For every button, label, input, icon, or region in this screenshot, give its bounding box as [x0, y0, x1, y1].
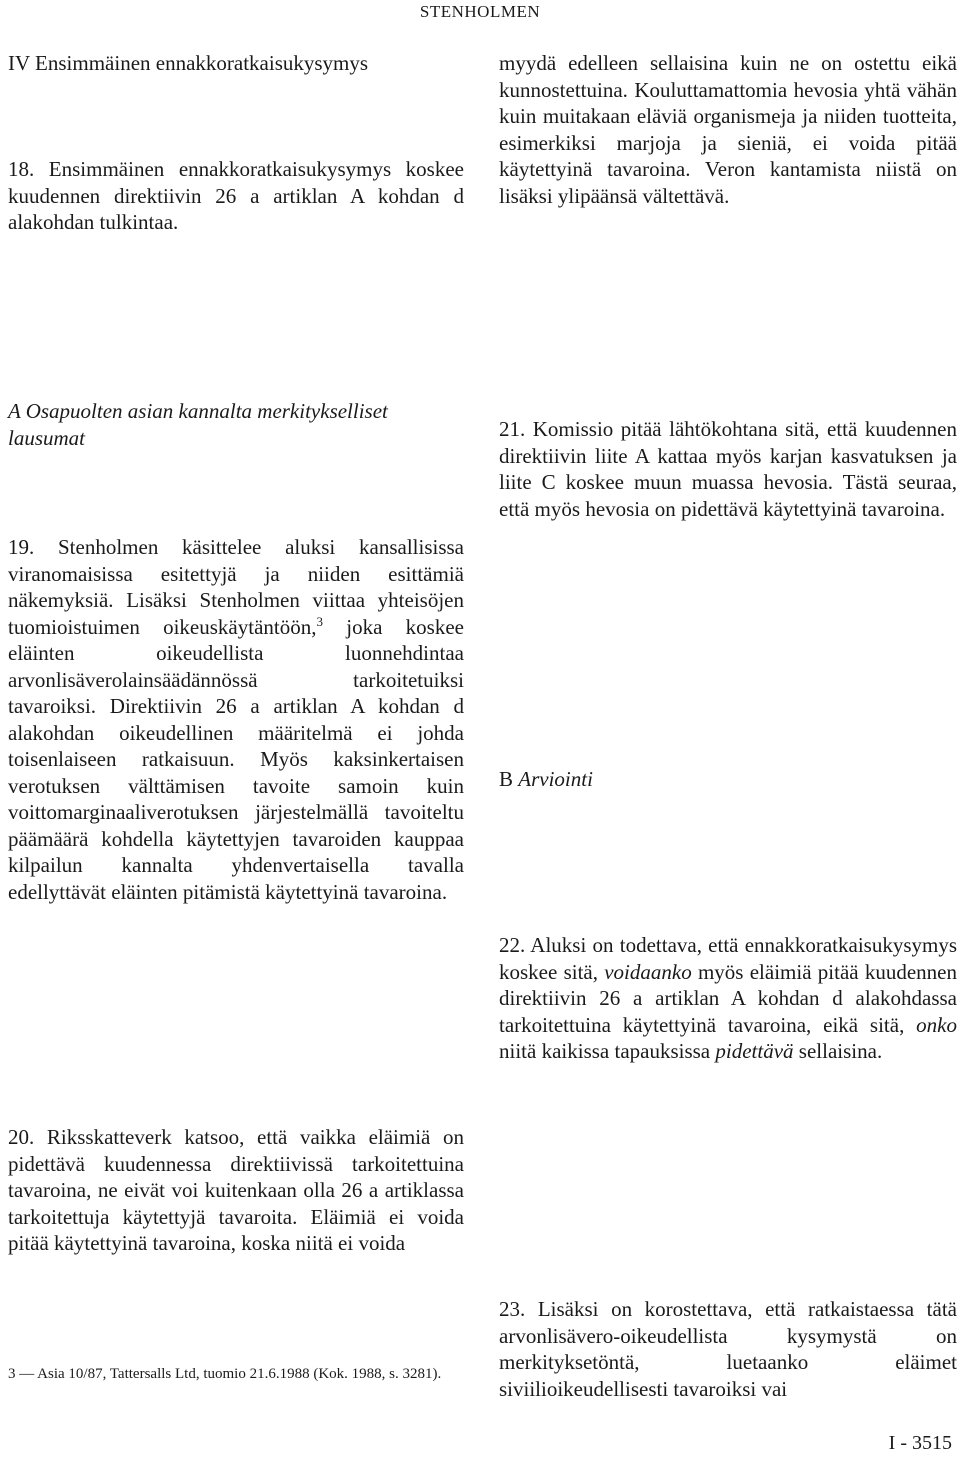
section-b-title-line	[499, 766, 957, 793]
paragraph-22-part-d: sellaisina.	[793, 1039, 883, 1063]
paragraph-18	[8, 156, 464, 236]
section-a-heading	[8, 398, 464, 451]
footnote-text: 3 — Asia 10/87, Tattersalls Ltd, tuomio 21.6.1988 (Kok. 1988, s. 3281).	[8, 1366, 442, 1382]
section-b-heading	[499, 766, 957, 793]
paragraph-continuation	[499, 50, 957, 209]
paragraph-18-text: 18. Ensimmäinen ennakkoratkaisukysymys koskee kuudennen direktiivin 26 a artiklan A kohdan d alakohdan tulkintaa.	[8, 157, 464, 234]
running-head: STENHOLMEN	[419, 2, 541, 21]
section-iv-title: IV Ensimmäinen ennakkoratkaisukysymys	[8, 51, 369, 75]
paragraph-20	[8, 1124, 464, 1257]
paragraph-21-text: 21. Komissio pitää lähtökohtana sitä, että kuudennen direktiivin liite A kattaa myös karjan kasvatuksen ja liite C koskee muun muassa hevosia. Tästä seuraa, että myös hevosia on pidettävä käytettyinä tavaroina.	[499, 417, 957, 521]
section-iv-heading	[8, 50, 464, 77]
paragraph-22-part-a: 22. Aluksi on todettava, että ennakkoratkaisukysymys koskee sitä,	[499, 933, 957, 984]
paragraph-19-part1: 19. Stenholmen käsittelee aluksi kansallisissa viranomaisissa esitettyjä ja niiden esittämiä näkemyksiä. Lisäksi Stenholmen viittaa yhteisöjen tuomioistuimen oikeuskäytäntöön,	[8, 535, 464, 639]
paragraph-22-emphasis-3: pidettävä	[715, 1039, 794, 1063]
paragraph-22-part-b: myös eläimiä pitää kuudennen direktiivin 26 a artiklan A kohdan d alakohdassa tarkoitettuina käytettyinä tavaroina, eikä sitä,	[499, 959, 957, 1037]
paragraph-21	[499, 416, 957, 522]
page-number: I - 3515	[888, 1432, 952, 1454]
paragraph-22-part-c: niitä kaikissa tapauksissa	[499, 1039, 716, 1063]
paragraph-19-text	[8, 534, 464, 905]
footnote	[8, 1365, 464, 1384]
paragraph-19	[8, 534, 464, 905]
paragraph-22-text	[499, 932, 957, 1065]
section-b-letter: B	[499, 767, 519, 791]
paragraph-20-text: 20. Riksskatteverk katsoo, että vaikka eläimiä on pidettävä kuudennessa direktiivissä tarkoitettuina tavaroina, ne eivät voi kuitenkaan olla 26 a artiklassa tarkoitettuja käytettyjä tavaroita. Eläimiä ei voida pitää käytettyinä tavaroina, koska niitä ei voida	[8, 1125, 464, 1255]
continuation-text: myydä edelleen sellaisina kuin ne on ostettu eikä kunnostettuina. Kouluttamattomia hevosia yhtä vähän kuin muitakaan eläviä organismeja ja niiden tuotteita, esimerkiksi marjoja ja sieniä, ei voida pitää käytettyinä tavaroina. Veron kantamista niistä on lisäksi ylipäänsä vältettävä.	[499, 51, 957, 208]
paragraph-23	[499, 1296, 957, 1402]
paragraph-19-part2: joka koskee eläinten oikeudellista luonnehdintaa arvonlisäverolainsäädännössä tarkoitetuiksi tavaroiksi. Direktiivin 26 a artiklan A kohdan d alakohdan oikeudellinen määritelmä ei johda toisenlaiseen ratkaisuun. Myös kaksinkertaisen verotuksen välttämisen tavoite samoin kuin voittomarginaaliverotuksen järjestelmällä tavoiteltu päämäärä kohdella käytettyjen tavaroiden kauppaa kilpailun kannalta yhdenvertaisella tavalla edellyttävät eläinten pitämistä käytettyinä tavaroina.	[8, 614, 464, 904]
paragraph-22	[499, 932, 957, 1065]
footnote-reference: 3	[316, 613, 323, 629]
section-a-title: A Osapuolten asian kannalta merkitykselliset lausumat	[8, 399, 388, 450]
paragraph-22-emphasis-2: onko	[916, 1012, 957, 1037]
paragraph-22-emphasis-1: voidaanko	[604, 959, 692, 984]
paragraph-23-text: 23. Lisäksi on korostettava, että ratkaistaessa tätä arvonlisävero-oikeudellista kysymystä on merkityksetöntä, luetaanko eläimet siviilioikeudellisesti tavaroiksi vai	[499, 1297, 957, 1401]
section-b-title: Arviointi	[518, 767, 593, 791]
